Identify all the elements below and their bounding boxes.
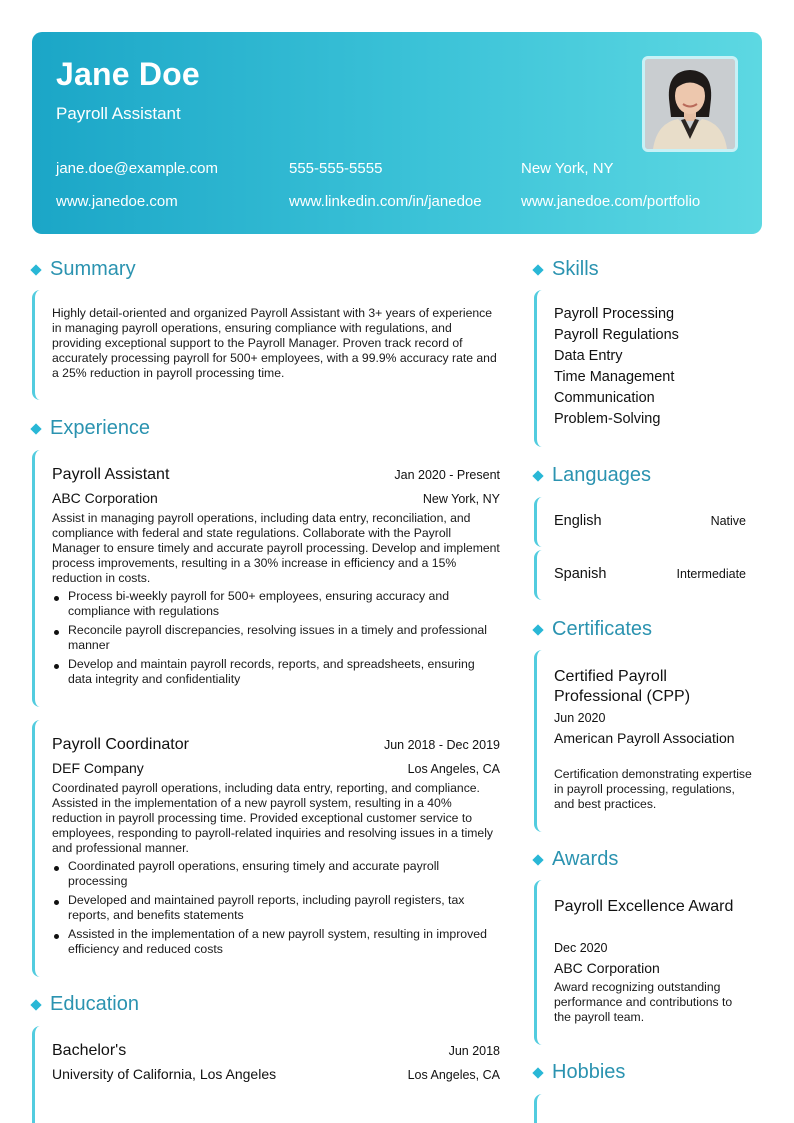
resume-header (32, 32, 762, 234)
job-bullet: Assisted in the implementation of a new payroll system, resulting in improved efficiency and reduced costs (52, 927, 500, 957)
job-company-row (52, 490, 500, 506)
experience-heading-text: Experience (50, 417, 151, 439)
diamond-bullet-icon (532, 854, 543, 865)
job-dates: Jun 2018 - Dec 2019 (383, 738, 500, 752)
award-entry (534, 880, 762, 1045)
diamond-bullet-icon (532, 1067, 543, 1078)
certificates-heading (532, 618, 652, 641)
awards-heading-text: Awards (552, 848, 619, 870)
language-item (534, 497, 762, 547)
skill-item: Payroll Regulations (554, 327, 679, 343)
awards-heading (532, 848, 618, 871)
job-title: Payroll Coordinator (52, 736, 189, 753)
hobbies-heading-text: Hobbies (552, 1061, 626, 1083)
hobbies-block (534, 1094, 762, 1123)
job-location: New York, NY (422, 492, 500, 506)
job-company: DEF Company (52, 760, 144, 776)
certificate-date: Jun 2020 (554, 711, 606, 725)
skill-item: Time Management (554, 369, 675, 385)
diamond-bullet-icon (532, 264, 543, 275)
contact-location: New York, NY (521, 160, 614, 177)
language-level: Native (710, 514, 746, 528)
job-company-row (52, 760, 500, 776)
skills-block (534, 290, 762, 447)
job-location: Los Angeles, CA (407, 762, 500, 776)
job-bullet: Process bi-weekly payroll for 500+ employees, ensuring accuracy and compliance with regulations (52, 589, 500, 619)
profile-photo-image (645, 59, 735, 149)
summary-text: Highly detail-oriented and organized Payroll Assistant with 3+ years of experience in managing payroll operations, ensuring compliance with regulations, and providing exceptional support to the Payroll Manager. Proven track record of accurately processing payroll for 500+ employees, with a 99.9% accuracy rate and a 25% reduction in payroll processing time. (52, 306, 497, 380)
language-item (534, 550, 762, 600)
skill-item: Problem-Solving (554, 411, 661, 427)
skill-item: Communication (554, 390, 655, 406)
contact-linkedin[interactable]: www.linkedin.com/in/janedoe (289, 193, 482, 210)
experience-heading (30, 417, 150, 440)
job-entry (32, 450, 500, 707)
contact-email[interactable]: jane.doe@example.com (56, 160, 218, 177)
language-name: English (554, 513, 602, 529)
certificate-issuer: American Payroll Association (554, 730, 735, 746)
award-name: Payroll Excellence Award (554, 898, 734, 915)
diamond-bullet-icon (30, 999, 41, 1010)
hobbies-heading (532, 1061, 625, 1084)
education-heading-text: Education (50, 993, 139, 1015)
diamond-bullet-icon (30, 423, 41, 434)
job-bullet: Reconcile payroll discrepancies, resolving issues in a timely and professional manner (52, 623, 500, 653)
diamond-bullet-icon (30, 264, 41, 275)
award-issuer: ABC Corporation (554, 960, 660, 976)
job-bullet: Developed and maintained payroll reports, including payroll registers, tax reports, and benefits statements (52, 893, 500, 923)
language-name: Spanish (554, 566, 607, 582)
education-date: Jun 2018 (448, 1044, 500, 1058)
language-level: Intermediate (676, 567, 746, 581)
job-title: Payroll Assistant (52, 466, 170, 483)
languages-heading (532, 464, 651, 487)
certificates-heading-text: Certificates (552, 618, 653, 640)
education-school-row (52, 1066, 500, 1082)
job-company: ABC Corporation (52, 490, 158, 506)
diamond-bullet-icon (532, 470, 543, 481)
education-school: University of California, Los Angeles (52, 1066, 277, 1082)
candidate-name: Jane Doe (56, 56, 200, 92)
education-degree-row (52, 1042, 500, 1060)
languages-heading-text: Languages (552, 464, 651, 486)
summary-heading (30, 258, 136, 281)
certificate-description: Certification demonstrating expertise in payroll processing, regulations, and best practices. (554, 767, 752, 811)
job-dates: Jan 2020 - Present (394, 468, 500, 482)
skill-item: Data Entry (554, 348, 623, 364)
job-description: Coordinated payroll operations, including data entry, reporting, and compliance. Assisted in the implementation of a new payroll system, resulting in a 40% reduction in payroll processing time. Provided exceptional customer service to employees, responding to payroll-related inquiries and resolving issues in a timely and professional manner. (52, 781, 494, 855)
contact-portfolio[interactable]: www.janedoe.com/portfolio (521, 193, 701, 210)
summary-block (32, 290, 500, 400)
award-description: Award recognizing outstanding performance and contributions to the payroll team. (554, 980, 733, 1024)
job-title-row (52, 736, 500, 754)
education-location: Los Angeles, CA (407, 1068, 500, 1082)
summary-heading-text: Summary (50, 258, 136, 280)
job-bullet: Develop and maintain payroll records, reports, and spreadsheets, ensuring data integrity and confidentiality (52, 657, 500, 687)
certificate-name: Certified Payroll Professional (CPP) (554, 668, 691, 705)
skills-heading (532, 258, 599, 281)
education-degree: Bachelor's (52, 1042, 127, 1059)
contact-phone[interactable]: 555-555-5555 (289, 160, 383, 177)
job-description: Assist in managing payroll operations, including data entry, reconciliation, and compliance with federal and state regulations. Collaborate with the Payroll Manager to ensure timely and accurate payroll processing. Develop and implement process improvements, resulting in a 30% increase in efficiency and a 15% reduction in costs. (52, 511, 500, 585)
profile-photo (642, 56, 738, 152)
job-title-row (52, 466, 500, 484)
diamond-bullet-icon (532, 624, 543, 635)
skills-heading-text: Skills (552, 258, 599, 280)
skill-item: Payroll Processing (554, 306, 675, 322)
job-bullets (52, 859, 500, 961)
education-entry (32, 1026, 500, 1123)
candidate-title: Payroll Assistant (56, 104, 181, 123)
certificate-entry (534, 650, 762, 832)
job-entry (32, 720, 500, 977)
job-bullets (52, 589, 500, 691)
contact-website[interactable]: www.janedoe.com (56, 193, 178, 210)
job-bullet: Coordinated payroll operations, ensuring timely and accurate payroll processing (52, 859, 500, 889)
education-heading (30, 993, 139, 1016)
award-date: Dec 2020 (554, 941, 608, 955)
